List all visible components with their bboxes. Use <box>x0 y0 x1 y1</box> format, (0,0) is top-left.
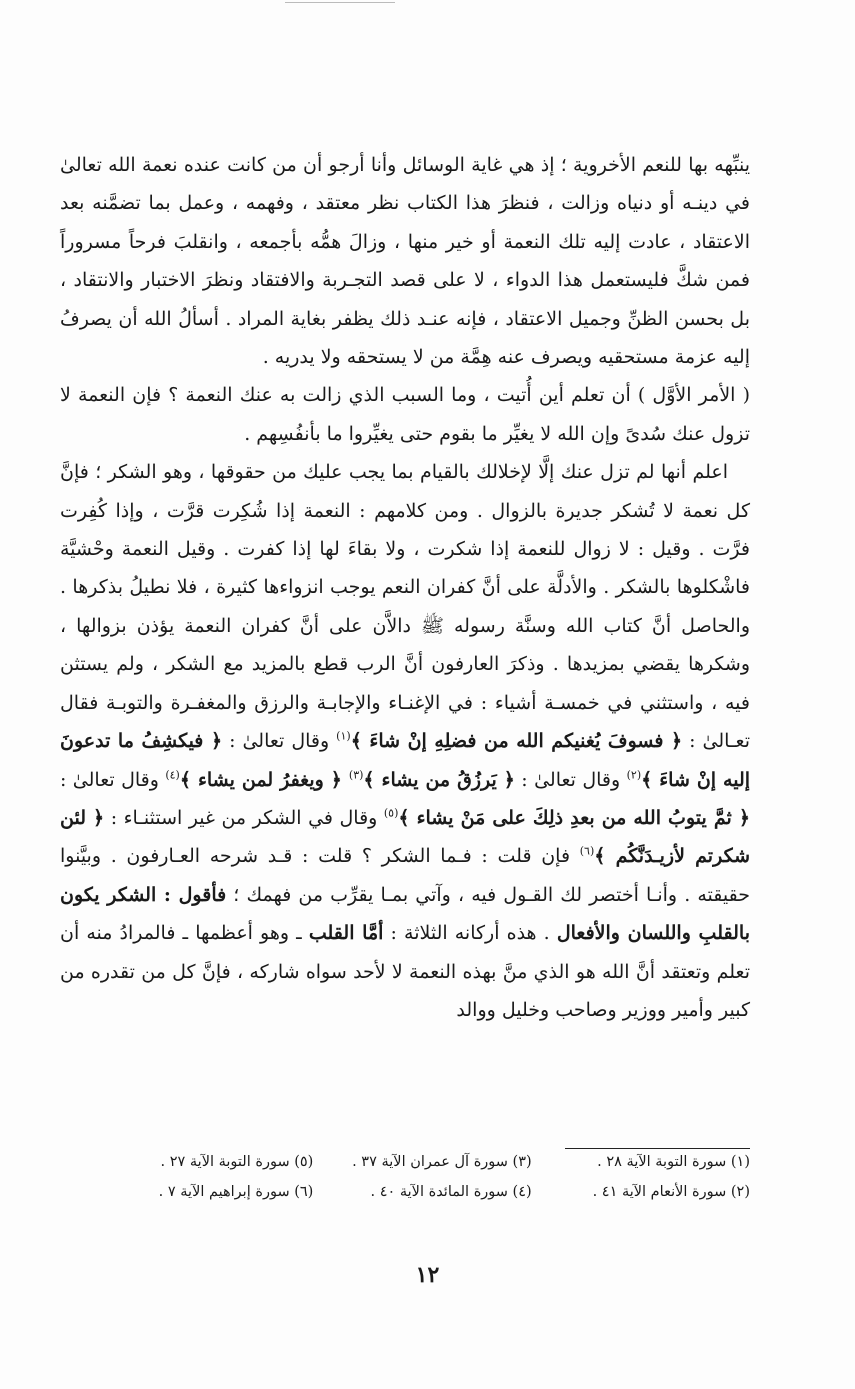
main-text <box>60 146 750 1029</box>
scan-edge-line <box>285 2 395 3</box>
connector-text: وقال تعالىٰ : <box>514 768 627 791</box>
quran-verse-5: ﴿ ثمَّ يتوبُ الله من بعدِ ذلِكَ على مَنْ يشاء ﴾ <box>398 806 750 829</box>
paragraph-first-matter: ( الأمر الأوَّل ) أن تعلم أين أُتيت ، وما السبب الذي زالت به عنك النعمة ؟ فإن النعمة لا تزول عنك سُدىً وإن الله لا يغيِّر ما بقوم حتى يغيِّروا ما بأنفُسِهم . <box>60 384 750 445</box>
footnotes <box>95 1154 750 1214</box>
footnote-ref-4: (٤) <box>165 768 180 782</box>
footnote-4: (٤) سورة المائدة الآية ٤٠ . <box>370 1184 532 1200</box>
quran-verse-1: ﴿ فسوفَ يُغنيكم الله من فضلِهِ إنْ شاءَ ﴾ <box>350 730 683 753</box>
footnote-divider <box>565 1148 750 1149</box>
connector-text: فإن قلت : فـما الشكر ؟ قلت : قـد شرحه العـارفون . وبيَّنوا حقيقته . وأنـا أختصر لك القـول فيه ، وآتي بمـا يقرِّب من فهمك ؛ <box>60 845 750 906</box>
connector-text: وقال تعالىٰ : <box>222 730 337 753</box>
footnote-2: (٢) سورة الأنعام الآية ٤١ . <box>592 1184 750 1200</box>
emphasis-text: فأقول : الشكر يكون بالقلبِ واللسان والأفعال <box>60 883 750 945</box>
page-number: ١٢ <box>415 1262 440 1288</box>
connector-text: وقال تعالىٰ : <box>60 768 166 791</box>
connector-text: وقال في الشكر من غير استثنـاء : <box>104 806 384 829</box>
footnote-ref-5: (٥) <box>383 806 399 820</box>
footnote-ref-1: (١) <box>336 729 351 743</box>
connector-text: ـ وهو أعظمها ـ فالمرادُ منه أن تعلم وتعتقد أنَّ الله هو الذي منَّ بهذه النعمة لا لأحد سواه شاركه ، فإنَّ كل من تقدره من كبير وأمير ووزير وصاحب وخليل ووالد <box>60 922 750 1021</box>
paragraph-gratitude-text: اعلم أنها لم تزل عنك إلَّا لإخلالك بالقيام بما يجب عليك من حقوقها ، وهو الشكر ؛ فإنَّ كل نعمة لا تُشكر جديرة بالزوال . ومن كلامهم : النعمة إذا شُكِرت قرَّت ، وإذا كُفِرت فرَّت . وقيل : لا زوال للنعمة إذا شكرت ، ولا بقاءَ لها إذا كفرت . وقيل النعمة وحْشيَّة فاشْكلوها بالشكر . والأدلَّة على أنَّ كفران النعم يوجب انزواءها كثيرة ، فلا نطيلُ بذكرها . والحاصل أنَّ كتاب الله وسنَّة رسوله ﷺ دالاَّن على أنَّ كفران النعمة يؤذن بزوالها ، وشكرها يقضي بمزيدها . وذكرَ العارفون أنَّ الرب قطع بالمزيد مع الشكر ، ولم يستثن فيه ، واستثني في خمسـة أشياء : في الإغنـاء والإجابـة والرزق والمغفـرة والتوبـة فقال تعـالىٰ : <box>60 461 750 753</box>
paragraph-intro: ينبِّهه بها للنعم الأخروية ؛ إذ هي غاية الوسائل وأنا أرجو أن من كانت عنده نعمة الله تعالىٰ في دينـه أو دنياه وزالت ، فنظرَ هذا الكتاب نظر معتقد ، وفهمه ، وعمل بما تضمَّنه بعد الاعتقاد ، عادت إليه تلك النعمة أو خير منها ، وزالَ همُّه بأجمعه ، وانقلبَ فرحاً مسروراً فمن شكَّ فليستعمل هذا الدواء ، لا على قصد التجـربة والافتقاد ونظرَ الاختبار والانتقاد ، بل بحسن الظنِّ وجميل الاعتقاد ، فإنه عنـد ذلك يظفر بغاية المراد . أسألُ الله أن يصرفُ إليه عزمة مستحقيه ويصرف عنه هِمَّة من لا يستحقه ولا يدريه . <box>60 154 750 369</box>
footnote-6: (٦) سورة إبراهيم الآية ٧ . <box>158 1184 314 1200</box>
footnote-ref-6: (٦) <box>579 844 595 858</box>
verse-block <box>60 730 750 1021</box>
footnote-5: (٥) سورة التوبة الآية ٢٧ . <box>160 1154 314 1170</box>
emphasis-heart: أمَّا القلب <box>308 922 384 945</box>
quran-verse-4: ﴿ ويغفرُ لمن يشاء ﴾ <box>179 768 349 791</box>
paragraph-gratitude <box>60 453 750 1029</box>
footnote-ref-2: (٢) <box>626 768 642 782</box>
connector-text: . هذه أركانه الثلاثة : <box>383 922 557 945</box>
quran-verse-3: ﴿ يَرزُقُ من يشاء ﴾ <box>363 768 515 791</box>
footnote-1: (١) سورة التوبة الآية ٢٨ . <box>597 1154 750 1170</box>
quran-verse-2: ﴿ فيكشِفُ ما تدعونَ إليه إنْ شاءَ ﴾ <box>60 730 751 791</box>
footnote-ref-3: (٣) <box>348 768 364 782</box>
quran-verse-6: ﴿ لئن شكرتم لأزيـدَنَّكُم ﴾ <box>60 806 750 868</box>
footnote-3: (٣) سورة آل عمران الآية ٣٧ . <box>352 1154 532 1170</box>
